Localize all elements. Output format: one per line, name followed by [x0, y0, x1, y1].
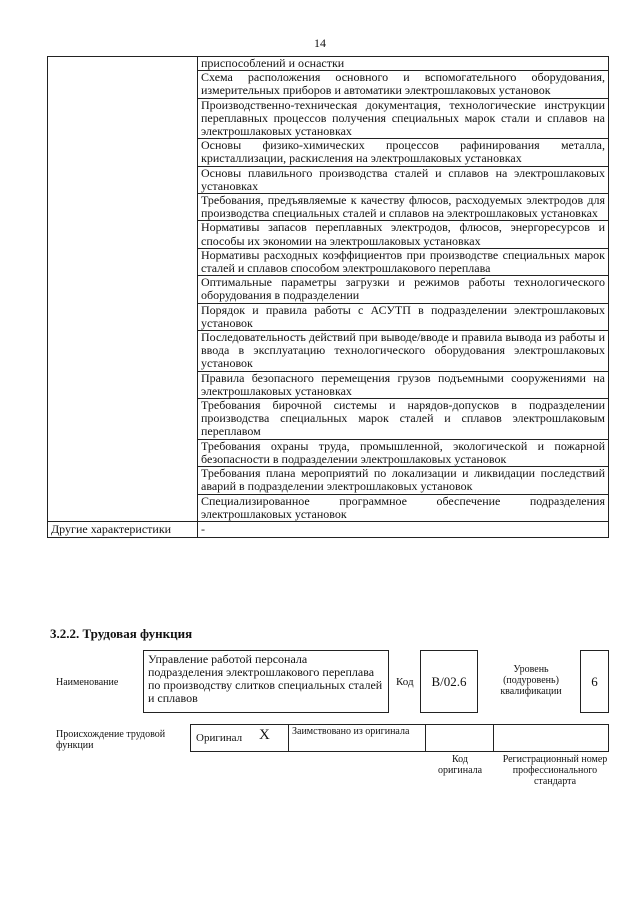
knowledge-item: Производственно-техническая документация, технологические инструкции переплавных процессов получения специальных марок стали и сплавов на электрошлаковых установках [198, 98, 609, 139]
knowledge-item: Нормативы запасов переплавных электродов, флюсов, энергоресурсов и способы их экономии на электрошлаковых установках [198, 221, 609, 248]
knowledge-item: Схема расположения основного и вспомогательного оборудования, измерительных приборов и автоматики электрошлаковых установок [198, 71, 609, 98]
knowledge-item: Правила безопасного перемещения грузов подъемными сооружениями на электрошлаковых установках [198, 371, 609, 398]
knowledge-item: Порядок и правила работы с АСУТП в подразделении электрошлаковых установок [198, 303, 609, 330]
knowledge-item: Требования охраны труда, промышленной, экологической и пожарной безопасности в подразделении электрошлаковых установок [198, 439, 609, 466]
left-label-cell [48, 57, 198, 522]
origin-label: Происхождение трудовой функции [56, 729, 166, 751]
other-characteristics-label: Другие характеристики [48, 521, 198, 537]
original-label: Оригинал [196, 732, 243, 744]
knowledge-table [47, 56, 609, 538]
knowledge-item: Нормативы расходных коэффициентов при производстве специальных марок сталей и сплавов способом электрошлакового переплава [198, 248, 609, 275]
page-number: 14 [314, 36, 326, 50]
knowledge-item: Специализированное программное обеспечение подразделения электрошлаковых установок [198, 494, 609, 521]
knowledge-item: Требования плана мероприятий по локализации и ликвидации последствий аварий в подразделении электрошлаковых установок [198, 467, 609, 494]
function-name-box: Управление работой персонала подразделения электрошлакового переплава по производству слитков специальных сталей и сплавов [143, 650, 389, 713]
level-box: 6 [580, 650, 609, 713]
section-title: 3.2.2. Трудовая функция [50, 626, 193, 641]
original-mark: X [259, 727, 270, 743]
knowledge-item: Основы плавильного производства сталей и сплавов на электрошлаковых установках [198, 166, 609, 193]
knowledge-item: Последовательность действий при выводе/вводе и правила вывода из работы и ввода в эксплуатацию технологического оборудования электрошлаковых установок [198, 331, 609, 372]
knowledge-item: приспособлений и оснастки [198, 57, 609, 71]
code-original-label: Код оригинала [437, 754, 483, 776]
borrowed-label: Заимствовано из оригинала [292, 726, 410, 737]
knowledge-item: Основы физико-химических процессов рафинирования металла, кристаллизации, раскисления на электрошлаковых установках [198, 139, 609, 166]
name-label: Наименование [56, 677, 119, 688]
knowledge-item: Требования, предъявляемые к качеству флюсов, расходуемых электродов для производства специальных сталей и сплавов на электрошлаковых установках [198, 194, 609, 221]
knowledge-item: Оптимальные параметры загрузки и режимов работы технологического оборудования в подразделении [198, 276, 609, 303]
reg-number-label: Регистрационный номер профессионального стандарта [502, 754, 608, 787]
other-characteristics-value: - [198, 521, 609, 537]
code-label: Код [396, 676, 414, 688]
code-box: В/02.6 [420, 650, 478, 713]
level-label: Уровень (подуровень) квалификации [500, 664, 562, 697]
knowledge-item: Требования бирочной системы и нарядов-допусков в подразделении производства специальных марок сталей и сплавов электрошлаковым переплавом [198, 399, 609, 440]
